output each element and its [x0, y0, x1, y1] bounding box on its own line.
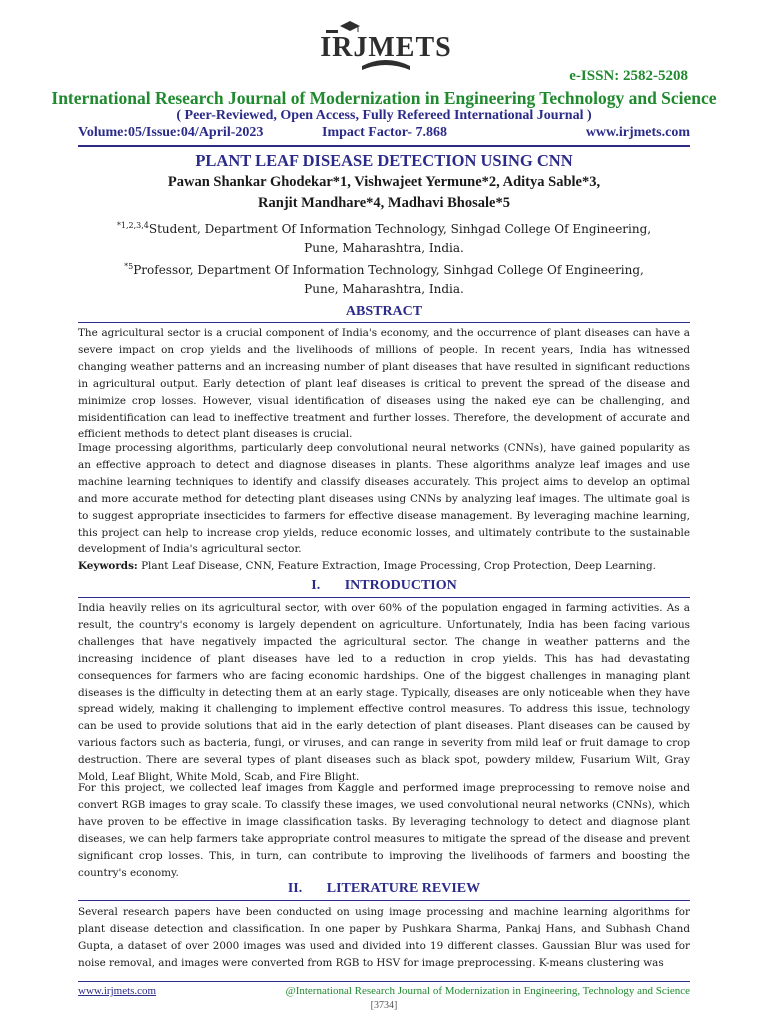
journal-name: International Research Journal of Modernization in Engineering Technology and Science	[51, 88, 717, 108]
abstract-paragraph-2: Image processing algorithms, particularly deep convolutional neural networks (CNNs), have gained popularity as an effective approach to detect and diagnose diseases in plants. These algorithms analyze leaf images and use machine learning techniques to identify and classify diseases accurately. This project aims to develop an optimal and more accurate method for detecting plant diseases using CNNs by analyzing leaf images. The ultimate goal is to suggest appropriate insecticides to farmers for effective disease management. By leveraging machine learning, this project can help to increase crop yields, reduce economic losses, and ultimately contribute to the sustainable development of India's agricultural sector.	[78, 442, 690, 556]
keywords	[78, 558, 690, 575]
affiliation-2-line-2: Pune, Maharashtra, India.	[304, 282, 464, 296]
literature-review-paragraph-1: Several research papers have been conducted on using image processing and machine learning algorithms for plant disease detection and classification. In one paper by Pushkara Sharma, Pankaj Hans, and Subhash Chand Gupta, a dataset of over 2000 images was used and divided into 19 different classes. Gaussian Blur was used for noise removal, and images were converted from RGB to HSV for image preprocessing. K-means clustering was	[78, 906, 690, 969]
issn: e-ISSN: 2582-5208	[569, 68, 688, 84]
peer-review-line: ( Peer-Reviewed, Open Access, Fully Refereed International Journal )	[176, 108, 592, 123]
literature-review-divider	[78, 900, 690, 901]
journal-logo	[318, 14, 454, 76]
footer-divider	[78, 981, 690, 982]
page-number: [3734]	[370, 1000, 398, 1011]
abstract-heading: ABSTRACT	[345, 304, 423, 319]
paper-title: PLANT LEAF DISEASE DETECTION USING CNN	[195, 151, 573, 170]
footer-copyright: @International Research Journal of Modernization in Engineering, Technology and Science	[285, 985, 690, 997]
introduction-paragraph-2: For this project, we collected leaf images from Kaggle and performed image preprocessing to remove noise and convert RGB images to gray scale. To classify these images, we used convolutional neural networks (CNNs), which have proven to be effective in image classification tasks. By leveraging technology to detect and diagnose plant diseases, we can help farmers take appropriate control measures to mitigate the spread of the disease and prevent significant crop losses. This, in turn, can contribute to improving the livelihoods of farmers and boosting the country's economy.	[78, 782, 690, 879]
journal-website[interactable]: www.irjmets.com	[585, 125, 690, 140]
introduction-divider	[78, 597, 690, 598]
volume-issue: Volume:05/Issue:04/April-2023	[78, 125, 264, 140]
keywords-list: Plant Leaf Disease, CNN, Feature Extraction, Image Processing, Crop Protection, Deep Learning.	[137, 560, 656, 572]
introduction-paragraph-1: India heavily relies on its agricultural sector, with over 60% of the population engaged in farming activities. As a result, the country's economy is largely dependent on agriculture. Unfortunately, India has been facing various challenges that have negatively impacted the agricultural sector. The change in weather patterns and the increasing incidence of plant diseases have led to a reduction in crop yields. This has had devastating consequences for farmers who are facing economic hardships. One of the biggest challenges in managing plant diseases is the difficulty in detecting them at an early stage. Typically, diseases are only noticeable when they have spread widely, making it challenging to implement effective control measures. To address this issue, technology can be used to provide solutions that aid in the early detection of plant diseases. Plant diseases can be caused by various factors such as bacteria, fungi, or viruses, and can range in severity from mild leaf or fruit damage to crop destruction. There are several types of plant diseases such as black spot, powdery mildew, Fusarium Wilt, Gray Mold, Leaf Blight, White Mold, Scab, and Fire Blight.	[78, 602, 690, 784]
impact-factor: Impact Factor- 7.868	[322, 125, 448, 140]
logo-text: IRJMETS	[320, 32, 452, 63]
authors-line-2: Ranjit Mandhare*4, Madhavi Bhosale*5	[258, 195, 510, 211]
abstract-divider	[78, 322, 690, 323]
literature-review-heading: II. LITERATURE REVIEW	[287, 881, 481, 896]
authors-line-1: Pawan Shankar Ghodekar*1, Vishwajeet Yermune*2, Aditya Sable*3,	[167, 174, 601, 190]
introduction-heading: I. INTRODUCTION	[311, 578, 457, 593]
footer-website-link[interactable]: www.irjmets.com	[78, 985, 157, 997]
affiliation-1-line-2: Pune, Maharashtra, India.	[304, 241, 464, 255]
affiliation-1-marker: *1,2,3,4	[116, 221, 149, 230]
affiliation-1-line-1	[0, 221, 768, 236]
abstract-paragraph-1: The agricultural sector is a crucial component of India's economy, and the occurrence of plant diseases can have a severe impact on crop yields and the livelihoods of millions of people. In recent years, India has witnessed changing weather patterns and an increasing number of plant diseases that have resulted in significant reductions in agricultural output. Early detection of plant leaf diseases is critical to prevent the spread of the disease and minimize crop losses. However, visual identification of diseases using the naked eye can be challenging, and misidentification can lead to ineffective treatment and further losses. Therefore, the development of accurate and efficient methods to detect plant diseases is crucial.	[78, 327, 690, 441]
affiliation-2-text: Professor, Department Of Information Technology, Sinhgad College Of Engineering,	[133, 263, 644, 277]
affiliation-1-text: Student, Department Of Information Technology, Sinhgad College Of Engineering,	[148, 222, 652, 236]
affiliation-2-marker: *5	[124, 262, 134, 271]
affiliation-2-line-1	[0, 262, 768, 277]
header-divider	[78, 145, 690, 147]
keywords-label: Keywords:	[78, 560, 138, 572]
